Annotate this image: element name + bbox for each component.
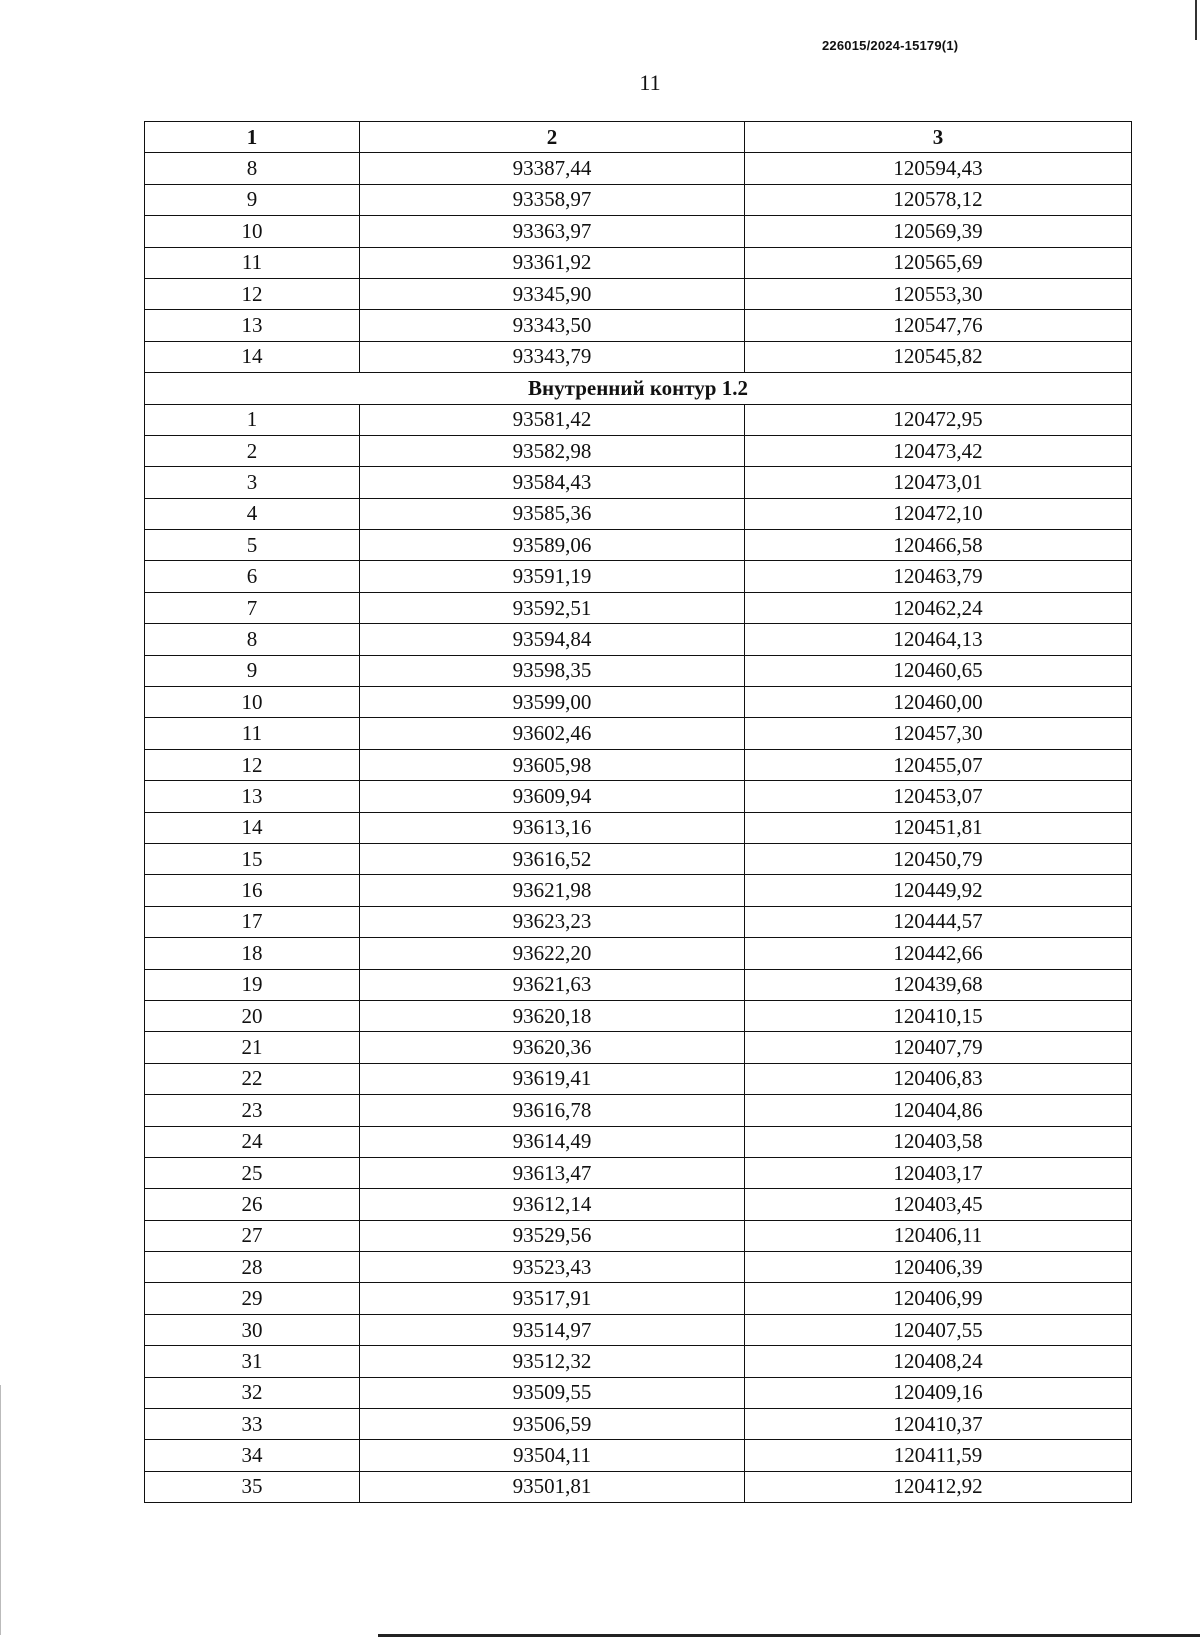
table-row	[145, 561, 1132, 592]
y-coordinate-cell: 120410,37	[745, 1409, 1132, 1440]
x-coordinate-cell: 93613,16	[360, 812, 745, 843]
point-number-cell: 4	[145, 498, 360, 529]
table-row	[145, 467, 1132, 498]
point-number-cell: 7	[145, 592, 360, 623]
table-row	[145, 938, 1132, 969]
x-coordinate-cell: 93584,43	[360, 467, 745, 498]
table-row	[145, 718, 1132, 749]
point-number-cell: 12	[145, 278, 360, 309]
point-number-cell: 9	[145, 655, 360, 686]
table-row	[145, 812, 1132, 843]
x-coordinate-cell: 93512,32	[360, 1346, 745, 1377]
table-row	[145, 310, 1132, 341]
table-row	[145, 655, 1132, 686]
y-coordinate-cell: 120403,45	[745, 1189, 1132, 1220]
y-coordinate-cell: 120439,68	[745, 969, 1132, 1000]
point-number-cell: 33	[145, 1409, 360, 1440]
section-header	[145, 373, 1132, 404]
x-coordinate-cell: 93529,56	[360, 1220, 745, 1251]
point-number-cell: 8	[145, 153, 360, 184]
point-number-cell: 6	[145, 561, 360, 592]
x-coordinate-cell: 93620,18	[360, 1000, 745, 1031]
x-coordinate-cell: 93589,06	[360, 530, 745, 561]
table-row	[145, 1126, 1132, 1157]
point-number-cell: 11	[145, 247, 360, 278]
y-coordinate-cell: 120547,76	[745, 310, 1132, 341]
section-row	[145, 373, 1132, 404]
point-number-cell: 9	[145, 184, 360, 215]
point-number-cell: 15	[145, 843, 360, 874]
x-coordinate-cell: 93387,44	[360, 153, 745, 184]
point-number-cell: 12	[145, 749, 360, 780]
point-number-cell: 2	[145, 435, 360, 466]
table-row	[145, 1471, 1132, 1502]
table-row	[145, 906, 1132, 937]
table-row	[145, 530, 1132, 561]
x-coordinate-cell: 93361,92	[360, 247, 745, 278]
x-coordinate-cell: 93358,97	[360, 184, 745, 215]
y-coordinate-cell: 120453,07	[745, 781, 1132, 812]
y-coordinate-cell: 120442,66	[745, 938, 1132, 969]
y-coordinate-cell: 120404,86	[745, 1095, 1132, 1126]
table-row	[145, 624, 1132, 655]
table-row	[145, 341, 1132, 372]
point-number-cell: 34	[145, 1440, 360, 1471]
x-coordinate-cell: 93343,50	[360, 310, 745, 341]
table-row	[145, 498, 1132, 529]
scan-edge-line	[0, 1385, 1, 1635]
point-number-cell: 35	[145, 1471, 360, 1502]
table-row	[145, 216, 1132, 247]
x-coordinate-cell: 93621,98	[360, 875, 745, 906]
point-number-cell: 22	[145, 1063, 360, 1094]
table-row	[145, 749, 1132, 780]
y-coordinate-cell: 120473,01	[745, 467, 1132, 498]
x-coordinate-cell: 93614,49	[360, 1126, 745, 1157]
y-coordinate-cell: 120545,82	[745, 341, 1132, 372]
x-coordinate-cell: 93609,94	[360, 781, 745, 812]
point-number-cell: 8	[145, 624, 360, 655]
point-number-cell: 23	[145, 1095, 360, 1126]
table-row	[145, 153, 1132, 184]
table-row	[145, 1409, 1132, 1440]
x-coordinate-cell: 93619,41	[360, 1063, 745, 1094]
y-coordinate-cell: 120411,59	[745, 1440, 1132, 1471]
coordinates-table	[144, 121, 1132, 1503]
y-coordinate-cell: 120403,58	[745, 1126, 1132, 1157]
x-coordinate-cell: 93585,36	[360, 498, 745, 529]
x-coordinate-cell: 93594,84	[360, 624, 745, 655]
table-row	[145, 404, 1132, 435]
y-coordinate-cell: 120406,11	[745, 1220, 1132, 1251]
x-coordinate-cell: 93620,36	[360, 1032, 745, 1063]
x-coordinate-cell: 93343,79	[360, 341, 745, 372]
y-coordinate-cell: 120412,92	[745, 1471, 1132, 1502]
point-number-cell: 21	[145, 1032, 360, 1063]
table-row	[145, 1157, 1132, 1188]
x-coordinate-cell: 93621,63	[360, 969, 745, 1000]
point-number-cell: 14	[145, 812, 360, 843]
y-coordinate-cell: 120406,83	[745, 1063, 1132, 1094]
y-coordinate-cell: 120444,57	[745, 906, 1132, 937]
y-coordinate-cell: 120463,79	[745, 561, 1132, 592]
y-coordinate-cell: 120565,69	[745, 247, 1132, 278]
y-coordinate-cell: 120407,55	[745, 1314, 1132, 1345]
table-row	[145, 1189, 1132, 1220]
table-row	[145, 1063, 1132, 1094]
point-number-cell: 13	[145, 310, 360, 341]
x-coordinate-cell: 93622,20	[360, 938, 745, 969]
y-coordinate-cell: 120466,58	[745, 530, 1132, 561]
y-coordinate-cell: 120449,92	[745, 875, 1132, 906]
x-coordinate-cell: 93591,19	[360, 561, 745, 592]
point-number-cell: 5	[145, 530, 360, 561]
table-row	[145, 687, 1132, 718]
point-number-cell: 11	[145, 718, 360, 749]
point-number-cell: 26	[145, 1189, 360, 1220]
x-coordinate-cell: 93501,81	[360, 1471, 745, 1502]
point-number-cell: 10	[145, 216, 360, 247]
table-row	[145, 1440, 1132, 1471]
table-row	[145, 1283, 1132, 1314]
point-number-cell: 13	[145, 781, 360, 812]
point-number-cell: 19	[145, 969, 360, 1000]
y-coordinate-cell: 120594,43	[745, 153, 1132, 184]
point-number-cell: 32	[145, 1377, 360, 1408]
x-coordinate-cell: 93523,43	[360, 1252, 745, 1283]
y-coordinate-cell: 120457,30	[745, 718, 1132, 749]
table-row	[145, 1220, 1132, 1251]
table-row	[145, 435, 1132, 466]
x-coordinate-cell: 93623,23	[360, 906, 745, 937]
point-number-cell: 30	[145, 1314, 360, 1345]
table-row	[145, 843, 1132, 874]
point-number-cell: 25	[145, 1157, 360, 1188]
y-coordinate-cell: 120569,39	[745, 216, 1132, 247]
y-coordinate-cell: 120460,65	[745, 655, 1132, 686]
table-row	[145, 1314, 1132, 1345]
table-row	[145, 592, 1132, 623]
table-row	[145, 1346, 1132, 1377]
x-coordinate-cell: 93602,46	[360, 718, 745, 749]
x-coordinate-cell: 93345,90	[360, 278, 745, 309]
page-number: 11	[639, 70, 661, 95]
y-coordinate-cell: 120553,30	[745, 278, 1132, 309]
y-coordinate-cell: 120451,81	[745, 812, 1132, 843]
y-coordinate-cell: 120472,10	[745, 498, 1132, 529]
document-number: 226015/2024-15179(1)	[822, 38, 959, 53]
point-number-cell: 16	[145, 875, 360, 906]
x-coordinate-cell: 93582,98	[360, 435, 745, 466]
column-header-number: 1	[145, 122, 360, 153]
x-coordinate-cell: 93616,78	[360, 1095, 745, 1126]
x-coordinate-cell: 93514,97	[360, 1314, 745, 1345]
x-coordinate-cell: 93517,91	[360, 1283, 745, 1314]
y-coordinate-cell: 120406,99	[745, 1283, 1132, 1314]
y-coordinate-cell: 120403,17	[745, 1157, 1132, 1188]
point-number-cell: 10	[145, 687, 360, 718]
x-coordinate-cell: 93599,00	[360, 687, 745, 718]
table-body-section	[145, 404, 1132, 1503]
y-coordinate-cell: 120578,12	[745, 184, 1132, 215]
table-body-top	[145, 153, 1132, 373]
point-number-cell: 20	[145, 1000, 360, 1031]
x-coordinate-cell: 93506,59	[360, 1409, 745, 1440]
table-row	[145, 969, 1132, 1000]
table-row	[145, 1032, 1132, 1063]
x-coordinate-cell: 93616,52	[360, 843, 745, 874]
point-number-cell: 1	[145, 404, 360, 435]
point-number-cell: 28	[145, 1252, 360, 1283]
table-row	[145, 1252, 1132, 1283]
table-row	[145, 781, 1132, 812]
point-number-cell: 18	[145, 938, 360, 969]
y-coordinate-cell: 120455,07	[745, 749, 1132, 780]
point-number-cell: 3	[145, 467, 360, 498]
table-row	[145, 1377, 1132, 1408]
table-header-row	[145, 122, 1132, 153]
table-row	[145, 1095, 1132, 1126]
table-row	[145, 1000, 1132, 1031]
x-coordinate-cell: 93363,97	[360, 216, 745, 247]
scan-edge-line	[1195, 0, 1197, 40]
y-coordinate-cell: 120410,15	[745, 1000, 1132, 1031]
point-number-cell: 24	[145, 1126, 360, 1157]
x-coordinate-cell: 93504,11	[360, 1440, 745, 1471]
section-title: Внутренний контур 1.2	[145, 373, 1132, 404]
x-coordinate-cell: 93581,42	[360, 404, 745, 435]
column-header-y: 3	[745, 122, 1132, 153]
x-coordinate-cell: 93598,35	[360, 655, 745, 686]
y-coordinate-cell: 120408,24	[745, 1346, 1132, 1377]
point-number-cell: 29	[145, 1283, 360, 1314]
x-coordinate-cell: 93509,55	[360, 1377, 745, 1408]
y-coordinate-cell: 120450,79	[745, 843, 1132, 874]
scan-edge-line	[378, 1634, 1200, 1637]
table-row	[145, 278, 1132, 309]
table-row	[145, 247, 1132, 278]
x-coordinate-cell: 93592,51	[360, 592, 745, 623]
x-coordinate-cell: 93613,47	[360, 1157, 745, 1188]
y-coordinate-cell: 120472,95	[745, 404, 1132, 435]
column-header-x: 2	[360, 122, 745, 153]
x-coordinate-cell: 93612,14	[360, 1189, 745, 1220]
y-coordinate-cell: 120460,00	[745, 687, 1132, 718]
point-number-cell: 31	[145, 1346, 360, 1377]
table-row	[145, 184, 1132, 215]
y-coordinate-cell: 120407,79	[745, 1032, 1132, 1063]
y-coordinate-cell: 120473,42	[745, 435, 1132, 466]
point-number-cell: 27	[145, 1220, 360, 1251]
y-coordinate-cell: 120464,13	[745, 624, 1132, 655]
y-coordinate-cell: 120406,39	[745, 1252, 1132, 1283]
y-coordinate-cell: 120462,24	[745, 592, 1132, 623]
y-coordinate-cell: 120409,16	[745, 1377, 1132, 1408]
point-number-cell: 14	[145, 341, 360, 372]
x-coordinate-cell: 93605,98	[360, 749, 745, 780]
table-row	[145, 875, 1132, 906]
point-number-cell: 17	[145, 906, 360, 937]
